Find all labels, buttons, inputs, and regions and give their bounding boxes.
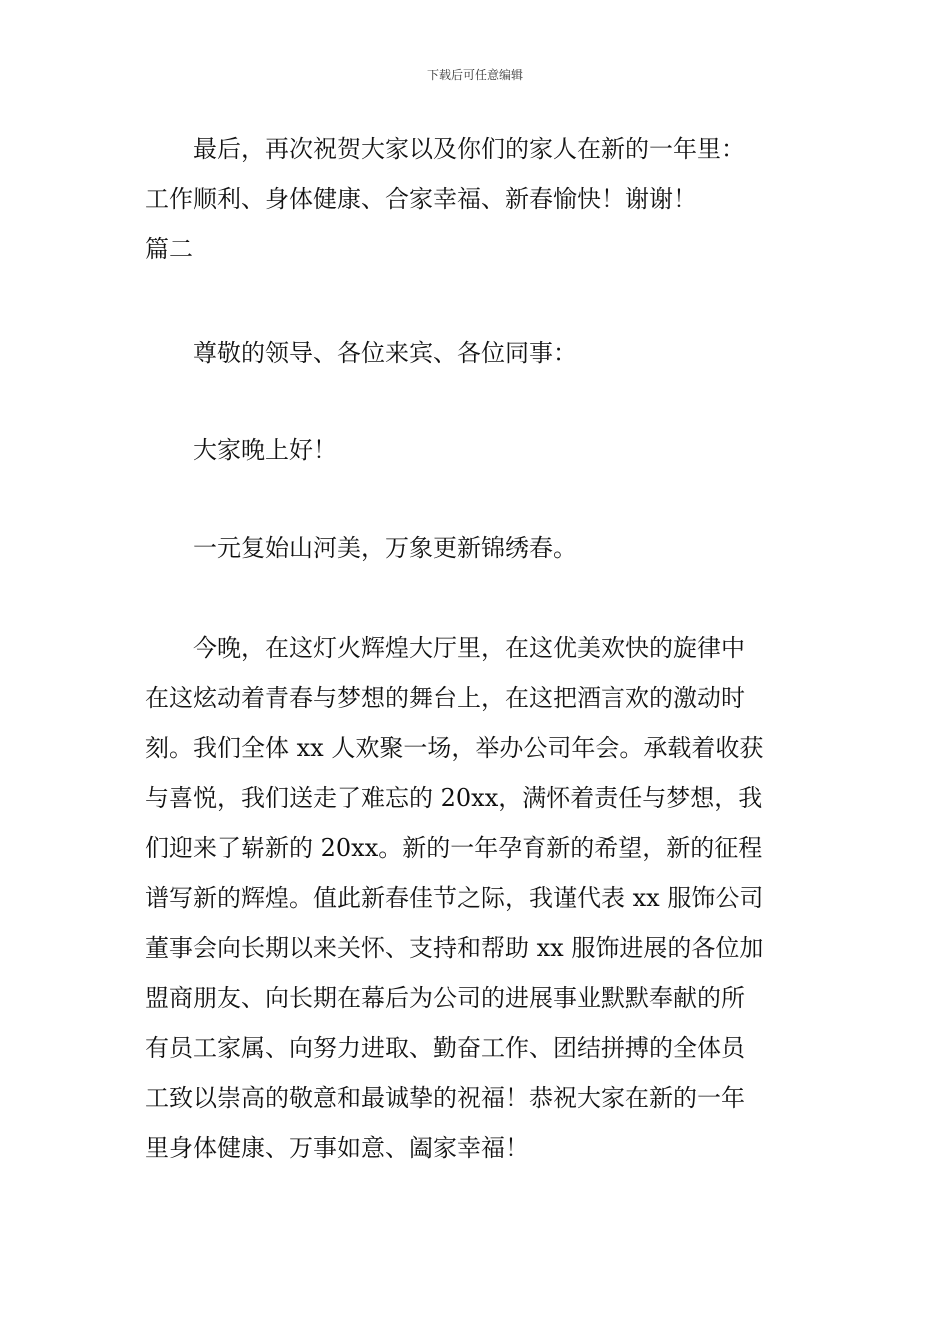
header-note: 下载后可任意编辑 xyxy=(426,68,523,82)
body-line: 里身体健康、万事如意、阖家幸福！ xyxy=(145,1134,529,1162)
body-line: 们迎来了崭新的 20xx。新的一年孕育新的希望，新的征程 xyxy=(145,834,763,862)
couplet: 一元复始山河美，万象更新锦绣春。 xyxy=(145,534,577,562)
body-line: 工致以崇高的敬意和最诚挚的祝福！恭祝大家在新的一年 xyxy=(145,1084,745,1112)
body-line: 在这炫动着青春与梦想的舞台上，在这把酒言欢的激动时 xyxy=(145,684,745,712)
body-line: 谱写新的辉煌。值此新春佳节之际，我谨代表 xx 服饰公司 xyxy=(145,884,764,912)
body-line: 董事会向长期以来关怀、支持和帮助 xx 服饰进展的各位加 xyxy=(145,934,764,962)
body-line: 刻。我们全体 xx 人欢聚一场，举办公司年会。承载着收获 xyxy=(145,734,764,762)
body-line: 与喜悦，我们送走了难忘的 20xx，满怀着责任与梦想，我 xyxy=(145,784,763,812)
closing-line-1: 最后，再次祝贺大家以及你们的家人在新的一年里： xyxy=(145,135,745,163)
salutation: 尊敬的领导、各位来宾、各位同事： xyxy=(145,339,577,367)
closing-line-2: 工作顺利、身体健康、合家幸福、新春愉快！谢谢！ xyxy=(145,185,697,213)
section-heading: 篇二 xyxy=(145,235,193,263)
body-line: 有员工家属、向努力进取、勤奋工作、团结拼搏的全体员 xyxy=(145,1034,745,1062)
body-line: 盟商朋友、向长期在幕后为公司的进展事业默默奉献的所 xyxy=(145,984,745,1012)
body-line: 今晚，在这灯火辉煌大厅里，在这优美欢快的旋律中 xyxy=(145,634,745,662)
greeting: 大家晚上好！ xyxy=(145,436,337,464)
